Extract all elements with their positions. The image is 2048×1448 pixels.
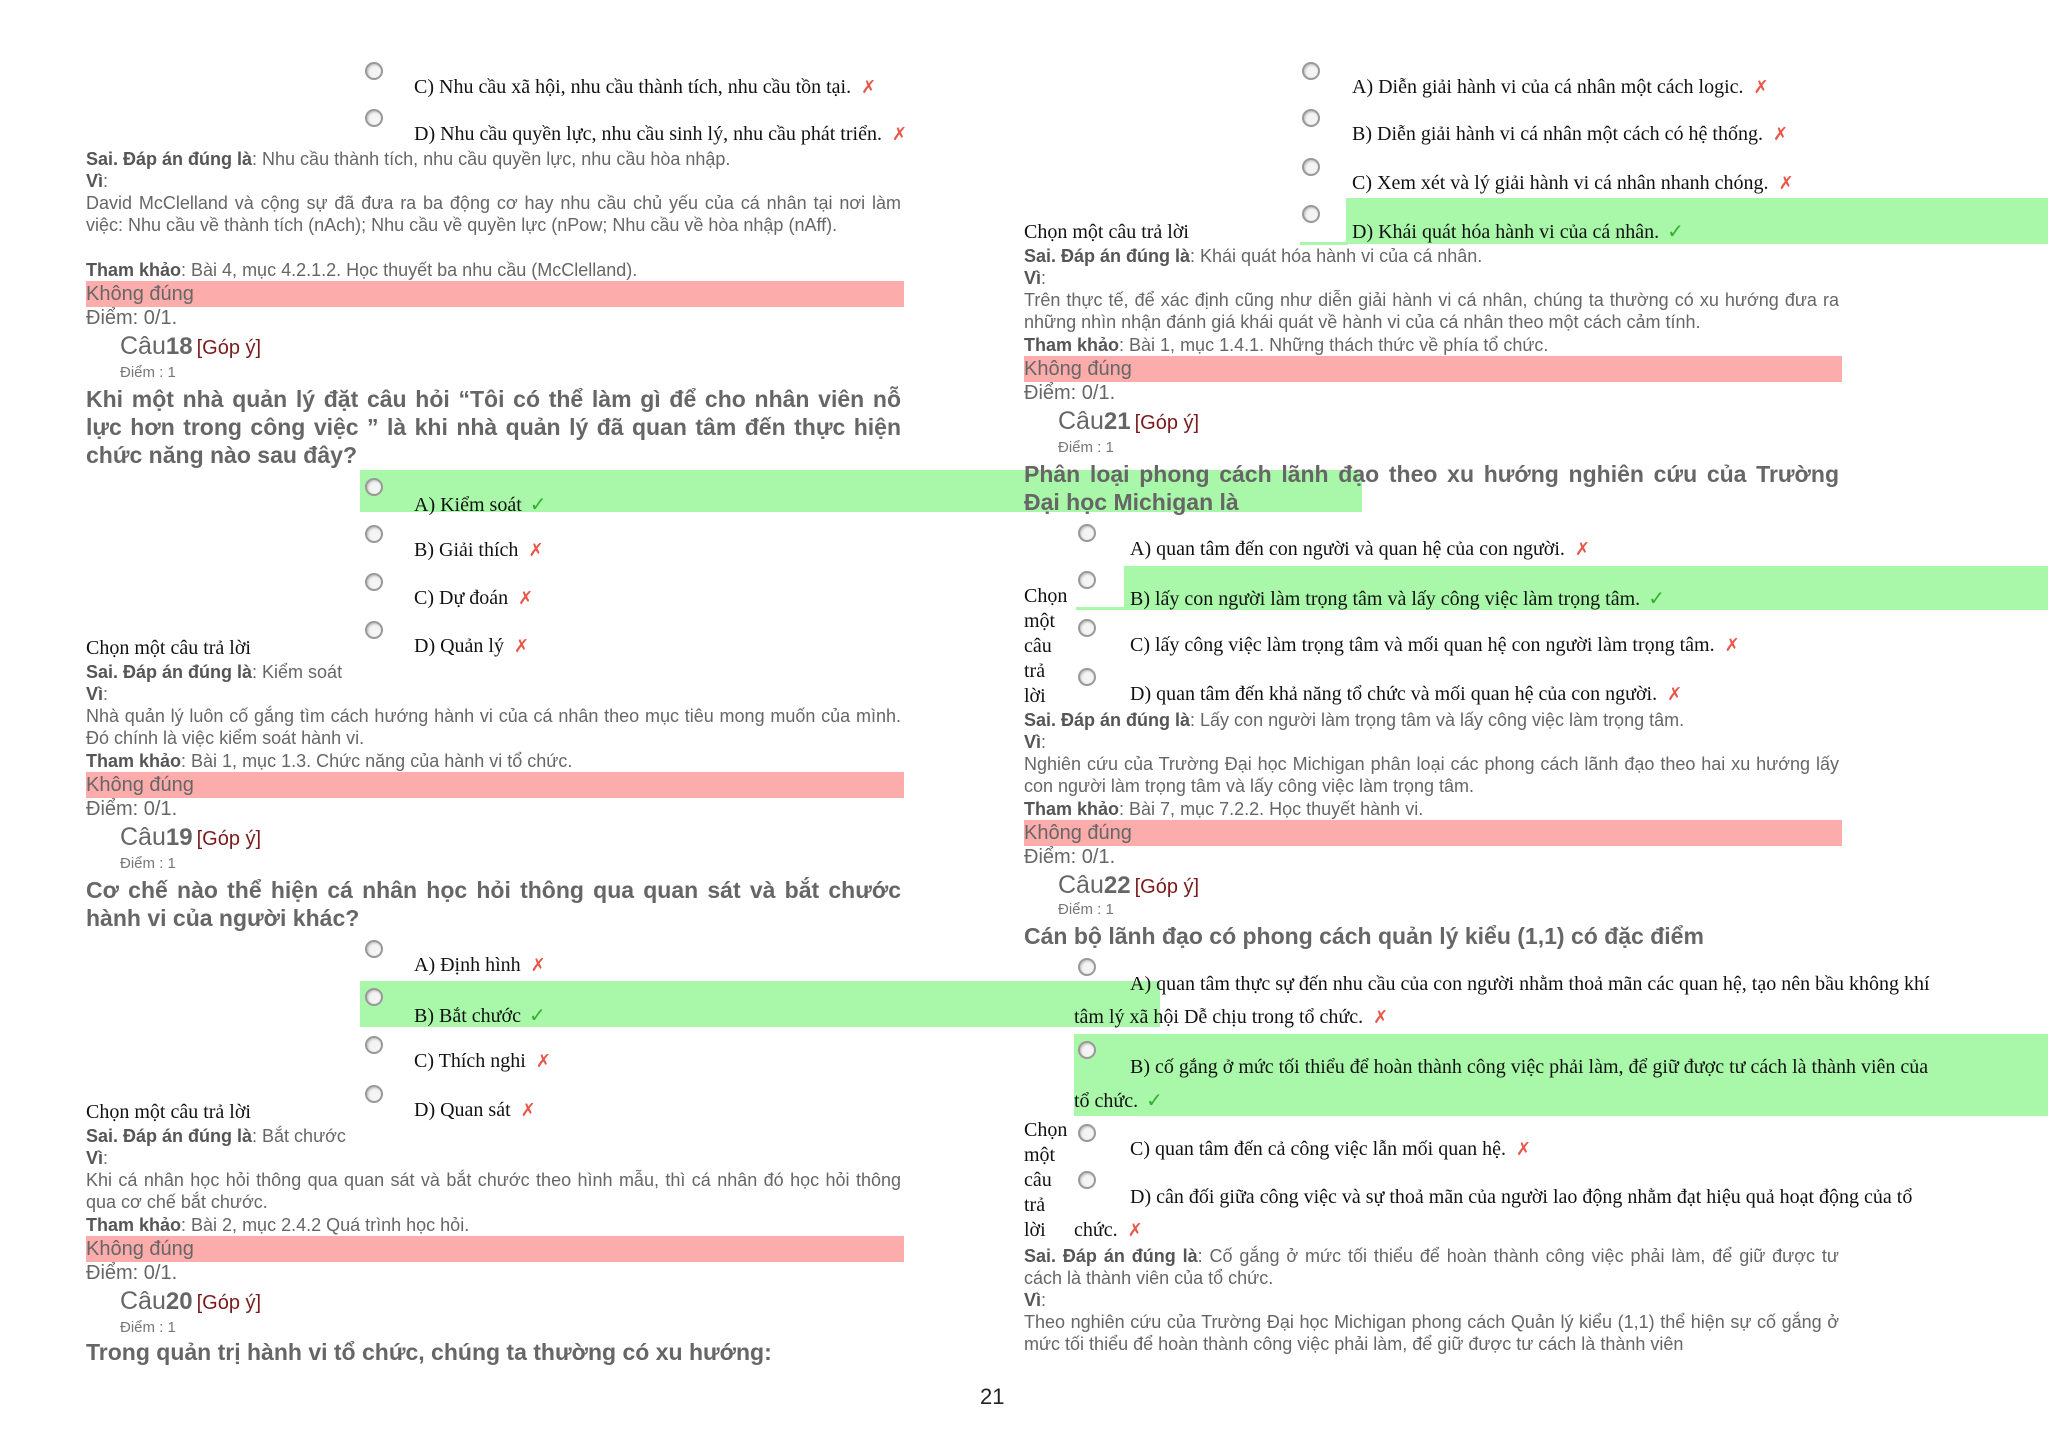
correct-highlight-underline [1076,607,1126,610]
option-a-radio[interactable] [1302,62,1320,80]
option-c-radio[interactable] [1302,158,1320,176]
option-c-radio[interactable] [365,1036,383,1054]
feedback-link[interactable]: [Góp ý] [1134,412,1200,434]
option-c[interactable]: C) quan tâm đến cả công việc lẫn mối quan hệ. ✗ [1130,1138,1532,1160]
option-d-radio[interactable] [365,109,383,127]
option-b-radio[interactable] [1302,109,1320,127]
reason-label: Vì: [86,684,109,704]
score: Điểm: 0/1. [86,1262,178,1284]
answer-line: Sai. Đáp án đúng là: Cố gắng ở mức tối thiểu để hoàn thành công việc phải làm, để giữ được tư cách là thành viên của tổ chức. [1024,1246,1839,1288]
wrong-mark-icon: ✗ [1516,1139,1532,1160]
explanation: Theo nghiên cứu của Trường Đại học Michigan phong cách Quản lý kiểu (1,1) thể hiện sự cố gắng ở mức tối thiểu để hoàn thành công việc phải làm, để giữ được tư cách là thành viên [1024,1312,1839,1354]
option-a-radio[interactable] [1078,524,1096,542]
option-c[interactable]: C) Nhu cầu xã hội, nhu cầu thành tích, nhu cầu tồn tại. ✗ [414,76,877,98]
option-b[interactable]: B) cố gắng ở mức tối thiểu để hoàn thành công việc phải làm, để giữ được tư cách là thành viên của tổ chức. ✓ [1074,1056,1929,1112]
status-badge: Không đúng [86,281,904,307]
wrong-mark-icon: ✗ [520,1100,536,1121]
option-c-radio[interactable] [1078,619,1096,637]
option-c-radio[interactable] [365,62,383,80]
wrong-mark-icon: ✗ [1773,124,1789,145]
option-a[interactable]: A) Diễn giải hành vi của cá nhân một cách logic. ✗ [1352,76,1769,98]
feedback-link[interactable]: [Góp ý] [1134,876,1200,898]
option-c-radio[interactable] [1078,1124,1096,1142]
feedback-link[interactable]: [Góp ý] [196,828,262,850]
check-mark-icon: ✓ [529,492,547,516]
option-a[interactable]: A) Định hình ✗ [414,954,546,976]
explanation: Khi cá nhân học hỏi thông qua quan sát và bắt chước theo hình mẫu, thì cá nhân đó học hỏi thông qua cơ chế bắt chước. [86,1170,901,1212]
wrong-mark-icon: ✗ [1373,1007,1389,1028]
question-number: Câu20 [Góp ý] [120,1287,262,1315]
explanation: David McClelland và cộng sự đã đưa ra ba động cơ hay nhu cầu chủ yếu của cá nhân tại nơi làm việc: Nhu cầu về thành tích (nAch); Nhu cầu về quyền lực (nPow; Nhu cầu về hòa nhập (nAff). [86,193,901,235]
answer-line: Sai. Đáp án đúng là: Lấy con người làm trọng tâm và lấy công việc làm trọng tâm. [1024,710,1685,730]
explanation: Nghiên cứu của Trường Đại học Michigan phân loại các phong cách lãnh đạo theo hai xu hướng lấy con người làm trọng tâm và lấy công việc làm trọng tâm. [1024,754,1839,796]
explanation: Trên thực tế, để xác định cũng như diễn giải hành vi cá nhân, chúng ta thường có xu hướng đưa ra những nhìn nhận đánh giá khái quát về hành vi của cá nhân theo một cách cảm tính. [1024,290,1839,332]
points: Điểm : 1 [120,1319,176,1336]
option-b-radio[interactable] [1078,571,1096,589]
wrong-mark-icon: ✗ [891,124,908,145]
reference: Tham khảo: Bài 1, mục 1.4.1. Những thách thức về phía tổ chức. [1024,335,1549,355]
option-b[interactable]: B) lấy con người làm trọng tâm và lấy công việc làm trọng tâm. ✓ [1130,586,1665,610]
answer-line: Sai. Đáp án đúng là: Nhu cầu thành tích, nhu cầu quyền lực, nhu cầu hòa nhập. [86,149,731,169]
status-badge: Không đúng [1024,356,1842,382]
choose-prompt: Chọn một câu trả lời [86,637,251,659]
option-a[interactable]: A) Kiểm soát ✓ [414,492,547,516]
wrong-mark-icon: ✗ [528,540,544,561]
score: Điểm: 0/1. [86,307,178,329]
question-text: Khi một nhà quản lý đặt câu hỏi “Tôi có thể làm gì để cho nhân viên nỗ lực hơn trong công việc ” là khi nhà quản lý đã quan tâm đến thực hiện chức năng nào sau đây? [86,386,901,468]
question-number: Câu22 [Góp ý] [1058,871,1200,899]
option-d-radio[interactable] [1078,668,1096,686]
reason-label: Vì: [1024,1290,1047,1310]
wrong-mark-icon: ✗ [1778,173,1794,194]
check-mark-icon: ✓ [1648,586,1665,610]
option-b[interactable]: B) Bắt chước ✓ [414,1003,546,1027]
question-text: Cơ chế nào thể hiện cá nhân học hỏi thông qua quan sát và bắt chước hành vi của người khác? [86,877,901,931]
wrong-mark-icon: ✗ [1753,77,1769,98]
check-mark-icon: ✓ [528,1003,546,1027]
option-d[interactable]: D) cân đối giữa công việc và sự thoả mãn của người lao động nhằm đạt hiệu quả hoạt động của tổ chức. ✗ [1074,1186,1913,1241]
check-mark-icon: ✓ [1667,219,1684,243]
answer-line: Sai. Đáp án đúng là: Bắt chước [86,1126,346,1146]
score: Điểm: 0/1. [86,798,178,820]
question-text: Cán bộ lãnh đạo có phong cách quản lý kiểu (1,1) có đặc điểm [1024,923,1704,949]
choose-prompt: Chọn một câu trả lời [1024,1119,1068,1241]
check-mark-icon: ✓ [1146,1088,1163,1112]
option-b-radio[interactable] [365,988,383,1006]
choose-prompt: Chọn một câu trả lời [1024,221,1189,243]
option-d-radio[interactable] [365,621,383,639]
wrong-mark-icon: ✗ [1127,1220,1143,1241]
wrong-mark-icon: ✗ [1574,539,1591,560]
question-text: Phân loại phong cách lãnh đạo theo xu hướng nghiên cứu của Trường Đại học Michigan là [1024,461,1839,515]
option-a[interactable]: A) quan tâm thực sự đến nhu cầu của con người nhằm thoả mãn các quan hệ, tạo nên bầu không khí tâm lý xã hội Dễ chịu trong tổ chức. ✗ [1074,973,1930,1028]
option-d[interactable]: D) Quản lý ✗ [414,635,530,657]
reason-label: Vì: [86,171,109,191]
wrong-mark-icon: ✗ [535,1051,551,1072]
option-d[interactable]: D) quan tâm đến khả năng tổ chức và mối quan hệ của con người. ✗ [1130,683,1683,705]
wrong-mark-icon: ✗ [530,955,546,976]
points: Điểm : 1 [1058,901,1114,918]
reference: Tham khảo: Bài 1, mục 1.3. Chức năng của hành vi tổ chức. [86,751,573,771]
score: Điểm: 0/1. [1024,382,1116,404]
points: Điểm : 1 [120,855,176,872]
feedback-link[interactable]: [Góp ý] [196,337,262,359]
option-d[interactable]: D) Quan sát ✗ [414,1099,536,1121]
status-badge: Không đúng [1024,820,1842,846]
points: Điểm : 1 [120,364,176,381]
option-d-radio[interactable] [365,1085,383,1103]
option-a-radio[interactable] [365,940,383,958]
option-b[interactable]: B) Diễn giải hành vi cá nhân một cách có hệ thống. ✗ [1352,123,1789,145]
option-a-radio[interactable] [365,478,383,496]
question-number: Câu18 [Góp ý] [120,332,262,360]
wrong-mark-icon: ✗ [1667,684,1683,705]
question-text: Trong quản trị hành vi tổ chức, chúng ta thường có xu hướng: [86,1339,772,1365]
option-c[interactable]: C) lấy công việc làm trọng tâm và mối quan hệ con người làm trọng tâm. ✗ [1130,634,1740,656]
wrong-mark-icon: ✗ [518,588,534,609]
choose-prompt: Chọn một câu trả lời [1024,585,1068,707]
question-number: Câu19 [Góp ý] [120,823,262,851]
explanation: Nhà quản lý luôn cố gắng tìm cách hướng hành vi của cá nhân theo mục tiêu mong muốn của mình. Đó chính là việc kiểm soát hành vi. [86,706,901,748]
reason-label: Vì: [1024,268,1047,288]
reference: Tham khảo: Bài 7, mục 7.2.2. Học thuyết hành vi. [1024,799,1424,819]
wrong-mark-icon: ✗ [1724,635,1740,656]
answer-line: Sai. Đáp án đúng là: Kiểm soát [86,662,343,682]
feedback-link[interactable]: [Góp ý] [196,1292,262,1314]
option-c[interactable]: C) Dự đoán ✗ [414,587,534,609]
wrong-mark-icon: ✗ [513,636,530,657]
reference: Tham khảo: Bài 2, mục 2.4.2 Quá trình học hỏi. [86,1215,470,1235]
option-c[interactable]: C) Thích nghi ✗ [414,1050,551,1072]
reason-label: Vì: [86,1148,109,1168]
page-number: 21 [980,1384,1005,1409]
status-badge: Không đúng [86,772,904,798]
option-c[interactable]: C) Xem xét và lý giải hành vi cá nhân nhanh chóng. ✗ [1352,172,1794,194]
choose-prompt: Chọn một câu trả lời [86,1101,251,1123]
option-a[interactable]: A) quan tâm đến con người và quan hệ của con người. ✗ [1130,538,1591,560]
status-badge: Không đúng [86,1236,904,1262]
option-d[interactable]: D) Khái quát hóa hành vi của cá nhân. ✓ [1352,219,1684,243]
option-b[interactable]: B) Giải thích ✗ [414,539,544,561]
question-number: Câu21 [Góp ý] [1058,407,1200,435]
option-d[interactable]: D) Nhu cầu quyền lực, nhu cầu sinh lý, nhu cầu phát triển. ✗ [414,123,908,145]
option-b-radio[interactable] [365,525,383,543]
score: Điểm: 0/1. [1024,846,1116,868]
option-d-radio[interactable] [1302,205,1320,223]
option-c-radio[interactable] [365,573,383,591]
points: Điểm : 1 [1058,439,1114,456]
reason-label: Vì: [1024,732,1047,752]
reference: Tham khảo: Bài 4, mục 4.2.1.2. Học thuyết ba nhu cầu (McClelland). [86,260,638,280]
wrong-mark-icon: ✗ [861,77,877,98]
answer-line: Sai. Đáp án đúng là: Khái quát hóa hành vi của cá nhân. [1024,246,1483,266]
